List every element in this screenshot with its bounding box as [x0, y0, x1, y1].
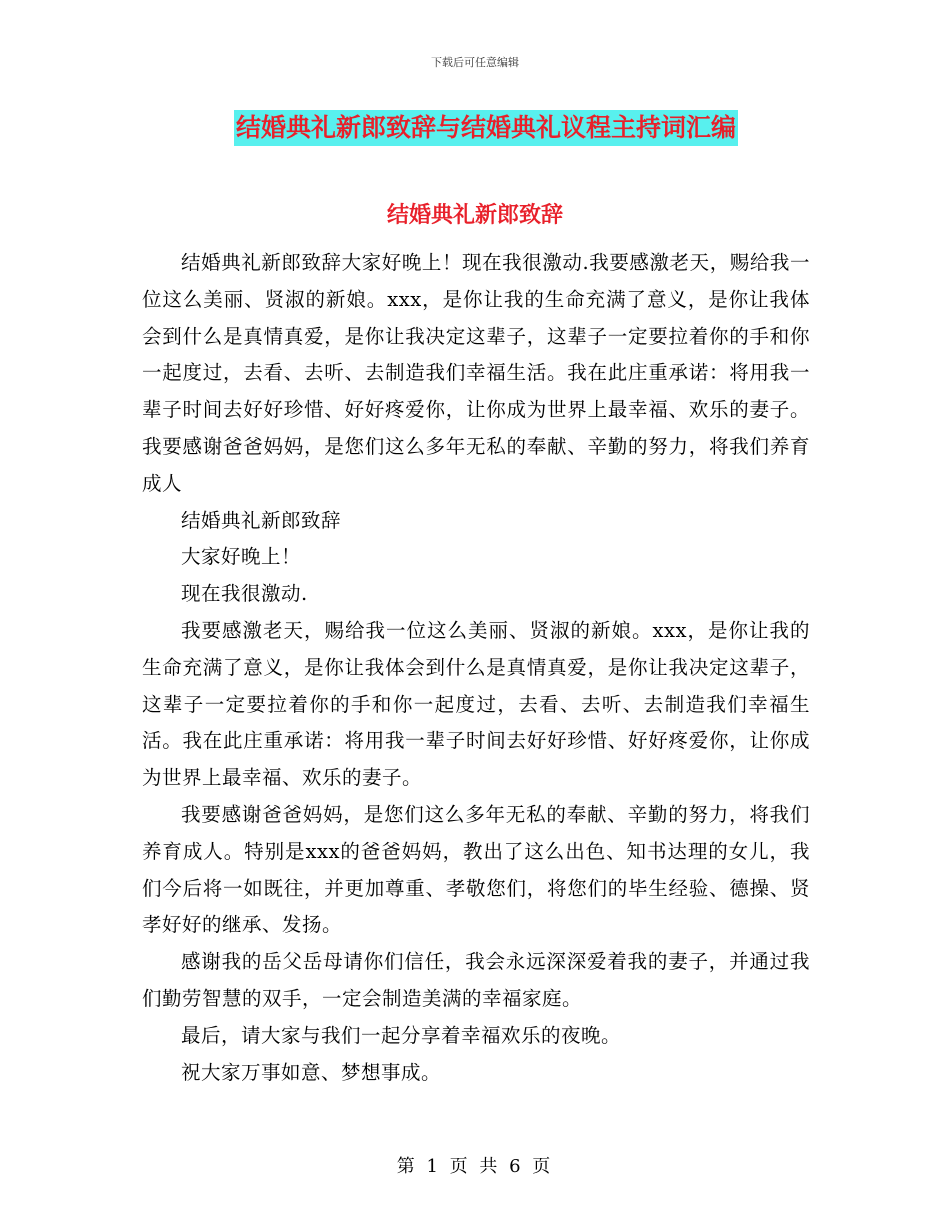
- paragraph: 结婚典礼新郎致辞: [181, 508, 342, 532]
- section-title: 结婚典礼新郎致辞: [386, 202, 563, 228]
- paragraph: 结婚典礼新郎致辞大家好晚上！现在我很激动.我要感激老天，赐给我一位这么美丽、贤淑的新娘。xxx，是你让我的生命充满了意义，是你让我体会到什么是真情真爱，是你让我决定这辈子，这辈子一定要拉着你的手和你一起度过，去看、去听、去制造我们幸福生活。我在此庄重承诺：将用我一辈子时间去好好珍惜、好好疼爱你，让你成为世界上最幸福、欢乐的妻子。我要感谢爸爸妈妈，是您们这么多年无私的奉献、辛勤的努力，将我们养育成人: [142, 251, 810, 495]
- paragraph: 大家好晚上！: [181, 545, 302, 569]
- header-note: 下载后可任意编辑: [431, 56, 519, 69]
- paragraph: 现在我很激动.: [181, 582, 308, 606]
- paragraph: 我要感激老天，赐给我一位这么美丽、贤淑的新娘。xxx，是你让我的生命充满了意义，是你让我体会到什么是真情真爱，是你让我决定这辈子，这辈子一定要拉着你的手和你一起度过，去看、去听、去制造我们幸福生活。我在此庄重承诺：将用我一辈子时间去好好珍惜、好好疼爱你，让你成为世界上最幸福、欢乐的妻子。: [142, 618, 810, 790]
- page-number-footer: 第 1 页 共 6 页: [396, 1156, 554, 1177]
- paragraph: 我要感谢爸爸妈妈，是您们这么多年无私的奉献、辛勤的努力，将我们养育成人。特别是xxx的爸爸妈妈，教出了这么出色、知书达理的女儿，我们今后将一如既往，并更加尊重、孝敬您们，将您们的毕生经验、德操、贤孝好好的继承、发扬。: [142, 802, 810, 937]
- document-title: 结婚典礼新郎致辞与结婚典礼议程主持词汇编: [234, 110, 738, 146]
- paragraph: 感谢我的岳父岳母请你们信任，我会永远深深爱着我的妻子，并通过我们勤劳智慧的双手，一定会制造美满的幸福家庭。: [142, 950, 810, 1010]
- body-text: [142, 245, 810, 1091]
- paragraph: 最后，请大家与我们一起分享着幸福欢乐的夜晚。: [181, 1023, 622, 1047]
- paragraph: 祝大家万事如意、梦想事成。: [181, 1060, 442, 1084]
